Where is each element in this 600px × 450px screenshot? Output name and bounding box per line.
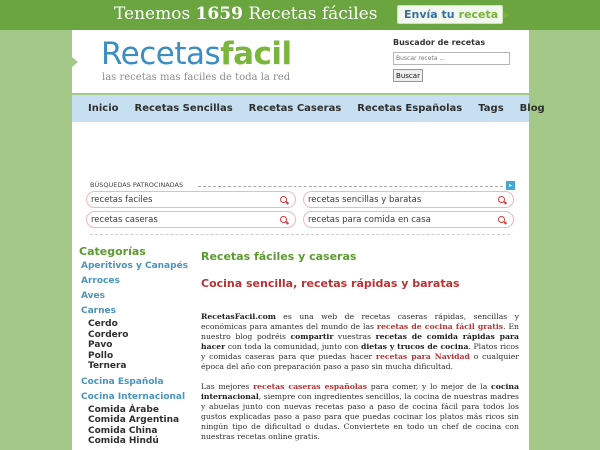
logo-part2: facil	[220, 36, 292, 72]
nav-item-blog[interactable]: Blog	[519, 103, 545, 114]
site-tagline: las recetas mas faciles de toda la red	[102, 72, 291, 83]
sponsored-link-label: recetas faciles	[91, 194, 153, 205]
link-recetas-navidad[interactable]: recetas para Navidad	[375, 352, 470, 361]
subcategory-cerdo[interactable]: Cerdo	[88, 319, 118, 329]
subcategory-comida-hindu[interactable]: Comida Hindú	[88, 436, 159, 446]
send-recipe-label: Envía tu	[404, 8, 455, 21]
logo-part1: Recetas	[101, 36, 221, 72]
nav-item-recetas-caseras[interactable]: Recetas Caseras	[248, 103, 342, 114]
sponsored-link[interactable]	[303, 191, 514, 208]
nav-item-inicio[interactable]: Inicio	[88, 103, 119, 114]
title-suffix: Recetas fáciles	[248, 4, 378, 24]
category-aves[interactable]: Aves	[81, 291, 105, 301]
subcategory-pavo[interactable]: Pavo	[88, 340, 113, 350]
category-aperitivos[interactable]: Aperitivos y Canapés	[81, 261, 189, 271]
logo-marker-icon	[72, 57, 78, 67]
intro-paragraph	[201, 312, 519, 372]
site-logo[interactable]	[101, 36, 292, 72]
search-box	[393, 38, 518, 82]
sponsored-link[interactable]	[86, 191, 296, 208]
search-icon	[280, 216, 287, 223]
search-icon	[498, 216, 505, 223]
text: es una web de recetas caseras rápidas, sencillas y económicas para amantes del mundo de las	[201, 312, 519, 331]
text: . En nuestro blog podréis	[201, 322, 520, 341]
page-container	[72, 30, 545, 450]
text: vuestras	[333, 332, 376, 341]
main-nav	[72, 93, 545, 122]
site-name: RecetasFacil.com	[201, 312, 276, 321]
arrow-right-icon	[503, 11, 509, 19]
sponsored-divider	[198, 186, 503, 187]
sponsored-link[interactable]	[86, 211, 296, 228]
text: Las mejores	[201, 382, 254, 391]
recipe-count: 1659	[195, 4, 243, 24]
page-title: Recetas fáciles y caseras	[201, 250, 357, 263]
send-recipe-button[interactable]	[397, 5, 503, 24]
link-recetas-caseras-espanolas[interactable]: recetas caseras españolas	[253, 382, 368, 391]
sponsored-link-label: recetas sencillas y baratas	[308, 194, 422, 205]
text: con toda la comunidad, junto con	[225, 342, 361, 351]
bold-text: cocina internacional	[201, 382, 519, 401]
sponsored-link-label: recetas caseras	[91, 214, 158, 225]
nav-item-recetas-sencillas[interactable]: Recetas Sencillas	[134, 103, 233, 114]
search-input[interactable]	[393, 52, 510, 65]
category-cocina-espanola[interactable]: Cocina Española	[81, 376, 164, 387]
subcategory-pollo[interactable]: Pollo	[88, 350, 114, 361]
text: , siempre con ingredientes sencillos, la cocina de nuestras madres y abuelas junto con nuevas recetas paso a paso de cocina fácil para todos los gustos explicadas paso a paso para que puedas cocinar los platos más ricos sin ningún tipo de dificultad o dudas. Conviertete en todo un chef de cocina con nuestras recetas online gratis.	[201, 392, 519, 441]
send-recipe-highlight: receta	[458, 8, 499, 21]
subcategory-comida-arabe[interactable]: Comida Árabe	[88, 404, 159, 415]
category-carnes[interactable]: Carnes	[81, 306, 116, 316]
title-prefix: Tenemos	[114, 4, 191, 24]
second-paragraph	[201, 382, 519, 442]
sponsored-divider-bottom	[90, 234, 510, 235]
link-recetas-cocina-facil[interactable]: recetas de cocina fácil gratis	[376, 322, 504, 331]
search-button[interactable]: Buscar	[393, 69, 423, 82]
nav-item-tags[interactable]: Tags	[478, 103, 504, 114]
category-arroces[interactable]: Arroces	[81, 276, 120, 286]
nav-item-recetas-espanolas[interactable]: Recetas Españolas	[357, 103, 463, 114]
sponsored-searches	[72, 181, 529, 237]
search-title: Buscador de recetas	[393, 38, 486, 47]
subcategory-comida-china[interactable]: Comida China	[88, 425, 158, 436]
sponsored-link-label: recetas para comida en casa	[308, 214, 431, 225]
subcategory-comida-argentina[interactable]: Comida Argentina	[88, 415, 180, 425]
text: o cualquier época del año con preparación paso a paso sin mucha dificultad.	[201, 352, 519, 371]
text: para comer, y lo mejor de la	[367, 382, 492, 391]
search-icon	[280, 196, 287, 203]
subcategory-ternera[interactable]: Ternera	[88, 361, 127, 371]
subcategory-cordero[interactable]: Cordero	[88, 329, 129, 340]
search-icon	[498, 196, 505, 203]
bold-text: compartir	[290, 332, 334, 341]
category-cocina-internacional[interactable]: Cocina Internacional	[81, 391, 186, 402]
bold-text: recetas de comida rápidas para hacer	[201, 332, 519, 351]
bold-text: dietas y trucos de cocina	[360, 342, 469, 351]
recipe-count-title	[114, 4, 377, 24]
page-subtitle: Cocina sencilla, recetas rápidas y baratas	[201, 277, 460, 290]
top-banner	[0, 0, 600, 30]
text: . Platos ricos y comidas caseras para que puedas hacer	[201, 342, 519, 361]
categories-sidebar	[79, 245, 199, 447]
main-content	[201, 250, 519, 442]
categories-title: Categorías	[79, 245, 146, 258]
sponsored-label: BÚSQUEDAS PATROCINADAS	[90, 181, 184, 189]
adchoices-icon[interactable]: ▸	[506, 181, 515, 190]
sponsored-link[interactable]	[303, 211, 514, 228]
